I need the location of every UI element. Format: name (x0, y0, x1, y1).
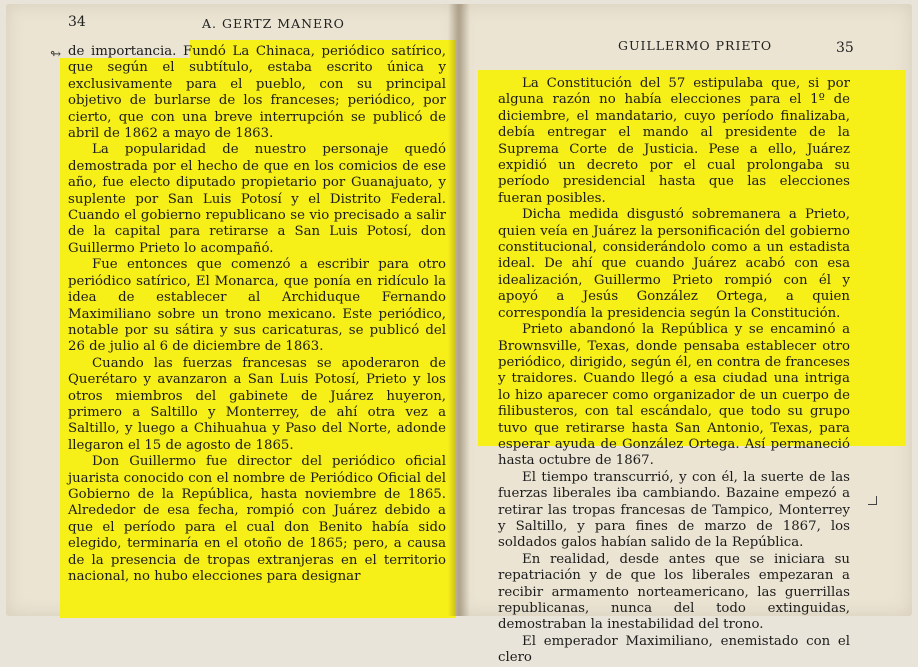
page-number-right: 35 (836, 40, 854, 56)
paragraph: Fue entonces que comenzó a escribir para otro periódico satírico, El Monarca, que ponía en ridículo la idea de establecer al Archiduque Fernando Maximiliano sobre un trono mexicano. Este periódico, notable por su sátira y sus caricaturas, se publicó del 26 de julio al 6 de diciembre de 1863. (68, 257, 446, 355)
paragraph: En realidad, desde antes que se iniciara su repatriación y de que los liberales empezaran a recibir armamento norteamericano, las guerrillas republicanas, nunca del todo extinguidas, demostraban la inestabilidad del trono. (498, 551, 850, 633)
left-page (6, 4, 458, 616)
running-head-left: A. GERTZ MANERO (202, 16, 345, 31)
paragraph: El emperador Maximiliano, enemistado con el clero (498, 633, 850, 666)
page-number-left: 34 (68, 14, 86, 30)
paragraph: de importancia. Fundó La Chinaca, periódico satírico, que según el subtítulo, estaba escrito única y exclusivamente para el pueblo, con su principal objetivo de burlarse de los franceses; periódico, por cierto, que con una breve interrupción se publicó de abril de 1862 a mayo de 1863. (68, 44, 446, 142)
paragraph: La popularidad de nuestro personaje quedó demostrada por el hecho de que en los comicios de ese año, fue electo diputado propietario por Guanajuato, y suplente por San Luis Potosí y el Distrito Federal. Cuando el gobierno republicano se vio precisado a salir de la capital para retirarse a San Luis Potosí, don Guillermo Prieto lo acompañó. (68, 142, 446, 256)
left-body-text (68, 44, 446, 585)
right-page (458, 4, 912, 666)
paragraph: Dicha medida disgustó sobremanera a Prieto, quien veía en Juárez la personificación del gobierno constitucional, considerándolo como a un estadista ideal. De ahí que cuando Juárez acabó con esa idealización, Guillermo Prieto rompió con él y apoyó a Jesús González Ortega, a quien correspondía la presidencia según la Constitución. (498, 207, 850, 321)
paragraph: Prieto abandonó la República y se encaminó a Brownsville, Texas, donde pensaba establecer otro periódico, dirigido, según él, en contra de franceses y traidores. Cuando llegó a esa ciudad una intriga lo hizo aparecer como organizador de un cuerpo de filibusteros, con tal escándalo, que todo su grupo tuvo que retirarse hasta San Antonio, Texas, para esperar ayuda de González Ortega. Así permaneció hasta octubre de 1867. (498, 322, 850, 469)
paragraph: El tiempo transcurrió, y con él, la suerte de las fuerzas liberales iba cambiando. Bazaine empezó a retirar las tropas francesas de Tampico, Monterrey y Saltillo, y para fines de marzo de 1867, los soldados galos habían salido de la República. (498, 469, 850, 551)
paragraph: La Constitución del 57 estipulaba que, si por alguna razón no había elecciones para el 1º de diciembre, el mandatario, cuyo período finalizaba, debía entregar el mando al presidente de la Suprema Corte de Justicia. Pese a ello, Juárez expidió un decreto por el cual prolongaba su período presidencial hasta que las elecciones fueran posibles. (498, 76, 850, 206)
paragraph: Cuando las fuerzas francesas se apoderaron de Querétaro y avanzaron a San Luis Potosí, Prieto y los otros miembros del gabinete de Juárez huyeron, primero a Saltillo y Monterrey, de ahí otra vez a Saltillo, y luego a Chihuahua y Paso del Norte, adonde llegaron el 15 de agosto de 1865. (68, 355, 446, 453)
margin-arrow-mark: ↬ (50, 47, 61, 62)
running-head-right: GUILLERMO PRIETO (618, 38, 773, 53)
paragraph: Don Guillermo fue director del periódico oficial juarista conocido con el nombre de Periódico Oficial del Gobierno de la República, hasta noviembre de 1865. Alrededor de esa fecha, rompió con Juárez debido a que el período para el cual don Benito había sido elegido, terminaría en el otoño de 1865; pero, a causa de la presencia de tropas extranjeras en el territorio nacional, no hubo elecciones para designar (68, 454, 446, 584)
book-spine (448, 4, 470, 616)
right-body-text (498, 76, 850, 667)
corner-mark (868, 496, 877, 505)
